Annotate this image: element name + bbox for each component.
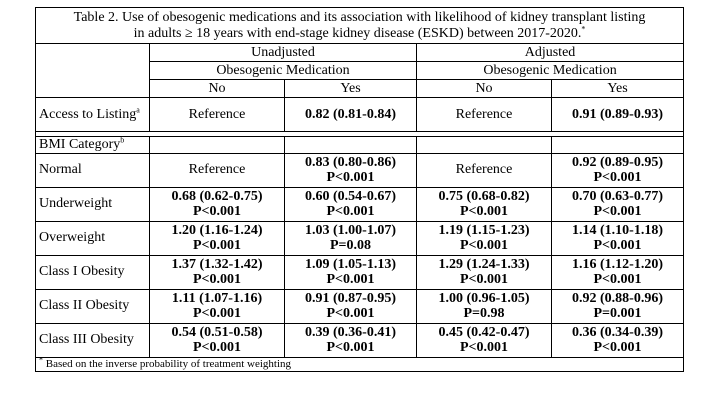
estimate-value: 0.36 (0.34-0.39) <box>572 324 664 340</box>
bmi-cell <box>150 255 285 289</box>
bmi-cell <box>552 221 684 255</box>
p-value: P=0.001 <box>593 306 642 321</box>
bmi-row-label: Normal <box>36 153 150 187</box>
bmi-section-blank <box>417 137 552 154</box>
estimate-value: 1.00 (0.96-1.05) <box>438 290 530 306</box>
estimate-value: 1.20 (1.16-1.24) <box>171 222 263 238</box>
p-value: P<0.001 <box>326 272 375 287</box>
estimate-value: 0.83 (0.80-0.86) <box>305 154 396 170</box>
p-value: P<0.001 <box>192 340 242 355</box>
subheader-unadjusted: Obesogenic Medication <box>150 62 417 80</box>
bmi-row-label: Class I Obesity <box>36 255 150 289</box>
estimate-value: 1.29 (1.24-1.33) <box>438 256 530 272</box>
bmi-cell <box>417 289 552 323</box>
bmi-cell <box>417 153 552 187</box>
col-label-unadj-no: No <box>150 80 285 98</box>
bmi-cell <box>285 289 417 323</box>
bmi-section-row <box>36 137 684 154</box>
estimate-value: 0.91 (0.87-0.95) <box>305 290 396 306</box>
p-value: P<0.001 <box>326 306 375 321</box>
bmi-row-label: Underweight <box>36 187 150 221</box>
bmi-row <box>36 289 684 323</box>
subheader-adjusted: Obesogenic Medication <box>417 62 684 80</box>
bmi-section-label <box>36 137 150 154</box>
bmi-section-blank <box>150 137 285 154</box>
p-value: P<0.001 <box>459 340 509 355</box>
title-line-1: Table 2. Use of obesogenic medications and its association with likelihood of kidney transplant listing <box>73 10 646 25</box>
col-label-adj-yes: Yes <box>552 80 684 98</box>
bmi-cell <box>552 153 684 187</box>
bmi-row <box>36 323 684 357</box>
title-line-2: in adults ≥ 18 years with end-stage kidney disease (ESKD) between 2017-2020. <box>133 26 582 41</box>
bmi-cell <box>552 255 684 289</box>
p-value: P<0.001 <box>192 306 242 321</box>
header-blank-cell <box>36 44 150 98</box>
bmi-cell <box>552 323 684 357</box>
bmi-row-label: Overweight <box>36 221 150 255</box>
col-label-adj-no: No <box>417 80 552 98</box>
p-value: P<0.001 <box>326 170 375 185</box>
access-adj-no: Reference <box>417 98 552 132</box>
table-container <box>35 7 683 372</box>
estimate-value: 0.92 (0.89-0.95) <box>572 154 664 170</box>
p-value: P<0.001 <box>326 204 375 219</box>
title-row <box>36 8 684 44</box>
p-value: P<0.001 <box>593 340 642 355</box>
col-label-unadj-yes: Yes <box>285 80 417 98</box>
bmi-cell <box>552 289 684 323</box>
access-unadj-yes: 0.82 (0.81-0.84) <box>285 98 417 132</box>
footnote-row <box>36 357 684 371</box>
access-label-mark: a <box>136 105 140 115</box>
p-value: P<0.001 <box>593 272 642 287</box>
bmi-cell <box>150 221 285 255</box>
p-value: P<0.001 <box>192 238 242 253</box>
results-table <box>35 7 684 372</box>
estimate-value: 0.39 (0.36-0.41) <box>305 324 396 340</box>
p-value: P<0.001 <box>593 170 642 185</box>
bmi-cell <box>285 221 417 255</box>
estimate-value: 0.75 (0.68-0.82) <box>438 188 530 204</box>
estimate-value: 0.54 (0.51-0.58) <box>171 324 263 340</box>
bmi-row <box>36 221 684 255</box>
access-row-label <box>36 98 150 132</box>
bmi-cell <box>417 255 552 289</box>
bmi-cell <box>150 187 285 221</box>
p-value: P=0.98 <box>463 306 505 321</box>
p-value: P<0.001 <box>459 204 509 219</box>
bmi-row <box>36 255 684 289</box>
p-value: P<0.001 <box>459 238 509 253</box>
bmi-cell <box>417 221 552 255</box>
bmi-cell <box>552 187 684 221</box>
estimate-value: Reference <box>188 162 246 178</box>
bmi-cell <box>150 153 285 187</box>
header-adjusted: Adjusted <box>417 44 684 62</box>
p-value: P<0.001 <box>192 204 242 219</box>
footnote <box>36 354 684 371</box>
group-header-row <box>36 44 684 62</box>
title-mark: * <box>581 24 586 34</box>
bmi-cell <box>417 323 552 357</box>
bmi-section-mark: b <box>120 135 125 145</box>
table-title <box>36 8 684 44</box>
estimate-value: 0.68 (0.62-0.75) <box>171 188 263 204</box>
p-value: P=0.08 <box>329 238 372 253</box>
estimate-value: 1.03 (1.00-1.07) <box>305 222 396 238</box>
bmi-cell <box>285 187 417 221</box>
p-value: P<0.001 <box>593 204 642 219</box>
bmi-row-label: Class II Obesity <box>36 289 150 323</box>
footnote-text: Based on the inverse probability of treatment weighting <box>45 357 292 370</box>
bmi-section-blank <box>552 137 684 154</box>
estimate-value: 0.60 (0.54-0.67) <box>305 188 396 204</box>
estimate-value: 1.11 (1.07-1.16) <box>171 290 263 306</box>
access-adj-yes: 0.91 (0.89-0.93) <box>552 98 684 132</box>
p-value: P<0.001 <box>326 340 375 355</box>
estimate-value: 1.37 (1.32-1.42) <box>171 256 263 272</box>
bmi-row-label: Class III Obesity <box>36 323 150 357</box>
estimate-value: 1.14 (1.10-1.18) <box>572 222 664 238</box>
access-label-text: Access to Listing <box>39 106 137 122</box>
bmi-cell <box>285 153 417 187</box>
bmi-cell <box>285 323 417 357</box>
p-value: P<0.001 <box>192 272 242 287</box>
estimate-value: 1.19 (1.15-1.23) <box>438 222 530 238</box>
estimate-value: 0.45 (0.42-0.47) <box>438 324 530 340</box>
bmi-cell <box>417 187 552 221</box>
estimate-value: 1.09 (1.05-1.13) <box>305 256 396 272</box>
bmi-cell <box>150 323 285 357</box>
access-unadj-no: Reference <box>150 98 285 132</box>
estimate-value: 0.92 (0.88-0.96) <box>572 290 664 306</box>
bmi-section-blank <box>285 137 417 154</box>
p-value: P<0.001 <box>593 238 642 253</box>
bmi-section-text: BMI Category <box>39 137 121 152</box>
bmi-cell <box>150 289 285 323</box>
bmi-row <box>36 187 684 221</box>
access-row <box>36 98 684 132</box>
header-unadjusted: Unadjusted <box>150 44 417 62</box>
bmi-cell <box>285 255 417 289</box>
footnote-mark: * <box>39 354 43 364</box>
bmi-row <box>36 153 684 187</box>
estimate-value: 1.16 (1.12-1.20) <box>572 256 664 272</box>
estimate-value: Reference <box>455 162 513 178</box>
p-value: P<0.001 <box>459 272 509 287</box>
estimate-value: 0.70 (0.63-0.77) <box>572 188 664 204</box>
